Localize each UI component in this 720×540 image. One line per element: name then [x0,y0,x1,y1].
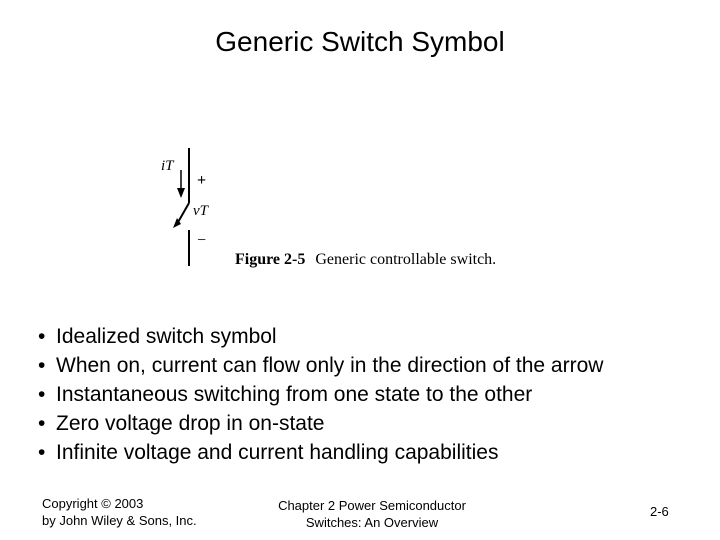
bullet-item [38,322,708,351]
bullet-text: When on, current can flow only in the direction of the arrow [56,354,604,377]
plus-label: + [197,172,207,189]
bullet-item [38,409,708,438]
chapter-line-1: Chapter 2 Power Semiconductor [278,498,466,513]
page-number: 2-6 [650,504,669,519]
voltage-label: vT [193,203,208,219]
bullet-dot: • [38,383,46,406]
bullet-dot: • [38,412,46,435]
switch-figure [155,148,575,273]
copyright-line-1: Copyright © 2003 [42,496,144,511]
minus-label: − [197,232,207,249]
bullet-text: Zero voltage drop in on-state [56,412,325,435]
figure-caption [235,251,496,269]
bullet-list [38,322,708,467]
current-arrow-head [177,188,185,198]
figure-caption-text: Generic controllable switch. [315,251,497,268]
bullet-text: Infinite voltage and current handling capabilities [56,441,499,464]
copyright-line-2: by John Wiley & Sons, Inc. [42,513,197,528]
current-label: iT [161,158,174,174]
figure-number: Figure 2-5 [235,251,306,268]
bullet-dot: • [38,354,46,377]
bullet-text: Instantaneous switching from one state to the other [56,383,533,406]
bullet-item [38,438,708,467]
chapter-line-2: Switches: An Overview [305,515,439,530]
bullet-item [38,351,708,380]
bullet-dot: • [38,441,46,464]
footer-copyright [42,495,197,529]
bullet-dot: • [38,325,46,348]
bullet-item [38,380,708,409]
bullet-text: Idealized switch symbol [56,325,277,348]
footer-chapter [258,497,486,531]
slide-title: Generic Switch Symbol [215,26,505,57]
